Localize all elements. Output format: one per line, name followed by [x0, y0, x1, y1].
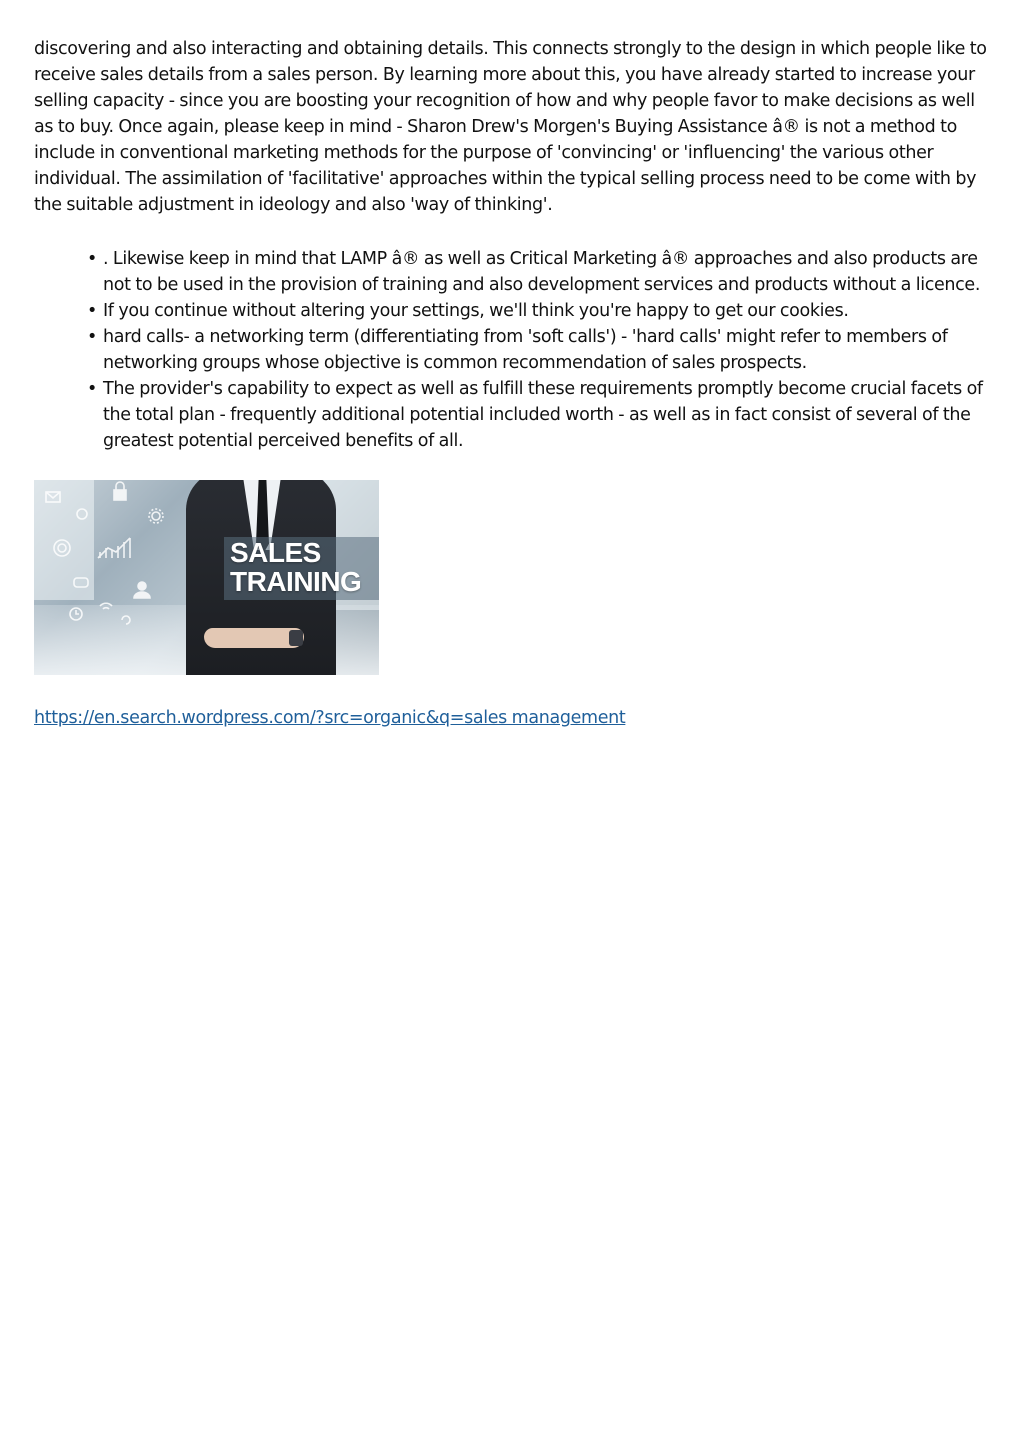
bullet-icon: •	[87, 379, 97, 399]
wristwatch	[289, 630, 303, 646]
list-item	[87, 246, 990, 298]
user-icon	[134, 592, 150, 598]
sales-training-image	[34, 480, 379, 675]
list-item-text: hard calls- a networking term (differentiating from 'soft calls') - 'hard calls' might refer to members of networking groups whose objective is common recommendation of sales prospects.	[103, 327, 948, 373]
refresh-icon	[122, 616, 130, 624]
chart-icon	[98, 538, 130, 558]
lightbulb-icon	[77, 509, 87, 519]
gear-icon	[149, 509, 163, 523]
target-icon	[54, 540, 70, 556]
list-item-text: . Likewise keep in mind that LAMP â® as well as Critical Marketing â® approaches and also products are not to be used in the provision of training and also development services and products without a licence.	[103, 249, 981, 295]
clock-icon	[76, 610, 79, 614]
bullet-icon: •	[87, 301, 97, 321]
list-item	[87, 324, 990, 376]
bullet-icon: •	[87, 327, 97, 347]
image-caption-line: TRAINING	[230, 566, 362, 597]
list-item	[87, 298, 990, 324]
bullet-icon: •	[87, 249, 97, 269]
wifi-icon	[100, 603, 112, 609]
target-icon	[58, 544, 66, 552]
list-item-text: The provider's capability to expect as well as fulfill these requirements promptly become crucial facets of the total plan - frequently additional potential included worth - as well as in fact consist of several of the greatest potential perceived benefits of all.	[103, 379, 983, 451]
search-link[interactable]: https://en.search.wordpress.com/?src=organic&q=sales management	[34, 708, 626, 728]
article-body	[34, 36, 990, 454]
chat-icon	[74, 578, 88, 587]
list-item	[87, 376, 990, 454]
bullet-list	[34, 246, 990, 454]
envelope-icon	[46, 492, 60, 498]
image-caption	[230, 538, 361, 596]
user-icon	[138, 582, 146, 590]
list-item-text: If you continue without altering your settings, we'll think you're happy to get our cookies.	[103, 301, 849, 321]
lock-icon	[114, 490, 126, 500]
intro-paragraph: discovering and also interacting and obtaining details. This connects strongly to the design in which people like to receive sales details from a sales person. By learning more about this, you have already started to increase your selling capacity - since you are boosting your recognition of how and why people favor to make decisions as well as to buy. Once again, please keep in mind - Sharon Drew's Morgen's Buying Assistance â® is not a method to include in conventional marketing methods for the purpose of 'convincing' or 'influencing' the various other individual. The assimilation of 'facilitative' approaches within the typical selling process need to be come with by the suitable adjustment in ideology and also 'way of thinking'.	[34, 39, 987, 215]
image-caption-line: SALES	[230, 537, 321, 568]
chart-icon	[100, 538, 130, 558]
gear-icon	[152, 512, 160, 520]
lock-icon	[116, 482, 124, 490]
